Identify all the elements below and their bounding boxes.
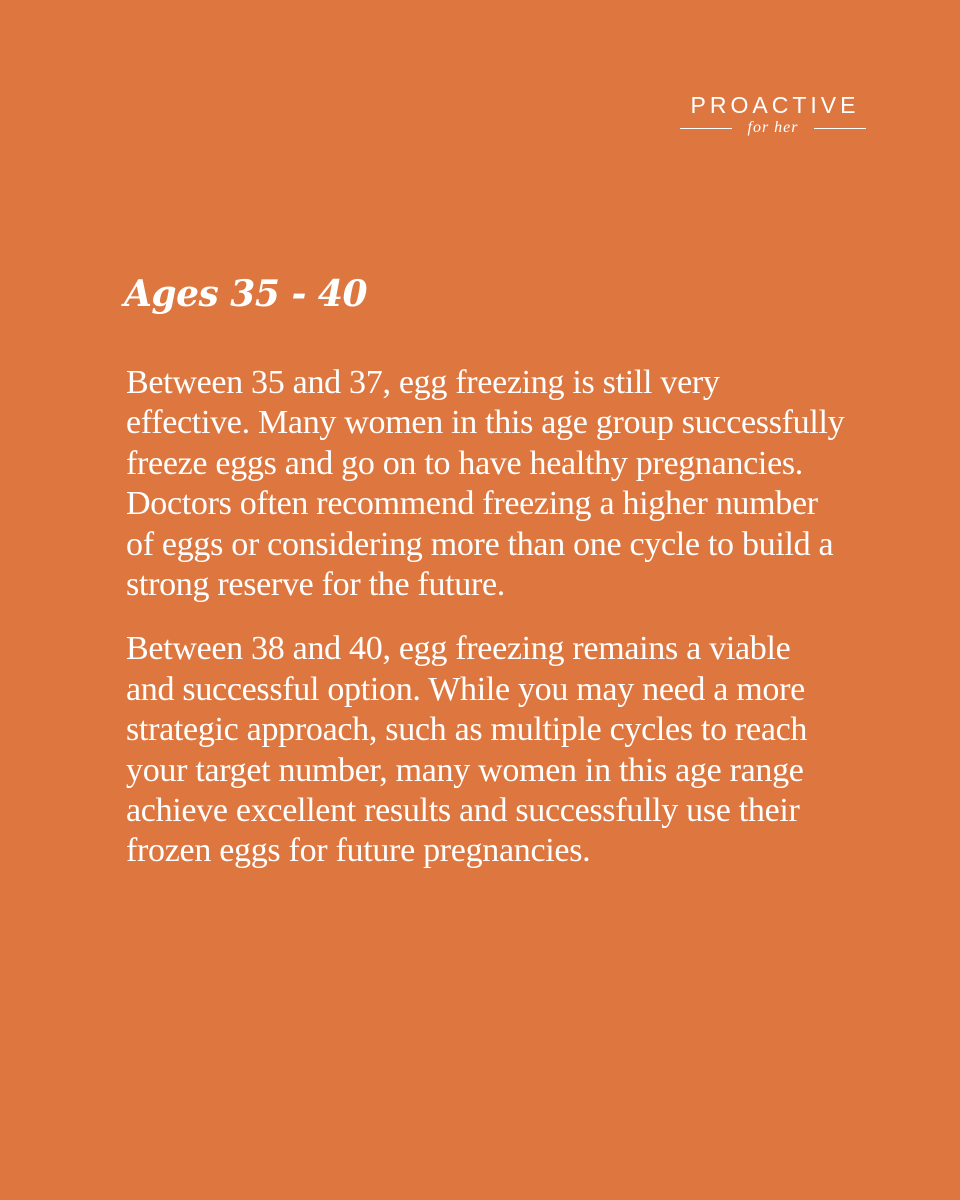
section-heading: Ages 35 - 40 (124, 273, 368, 315)
body-paragraph-2: Between 38 and 40, egg freezing remains a viable and successful option. While you may need a more strategic approach, such as multiple cycles to reach your target number, many women in this age range achieve excellent results and successfully use their frozen eggs for future pregnancies. (126, 630, 808, 870)
brand-logo (680, 92, 866, 136)
section-body (126, 363, 846, 872)
brand-tagline-row (680, 120, 866, 136)
brand-name: PROACTIVE (690, 92, 860, 118)
brand-tagline: for her (747, 119, 799, 136)
tagline-rule-left (680, 128, 732, 129)
tagline-rule-right (814, 128, 866, 129)
body-paragraph-1: Between 35 and 37, egg freezing is still very effective. Many women in this age group successfully freeze eggs and go on to have healthy pregnancies. Doctors often recommend freezing a higher number of eggs or considering more than one cycle to build a strong reserve for the future. (126, 364, 845, 604)
